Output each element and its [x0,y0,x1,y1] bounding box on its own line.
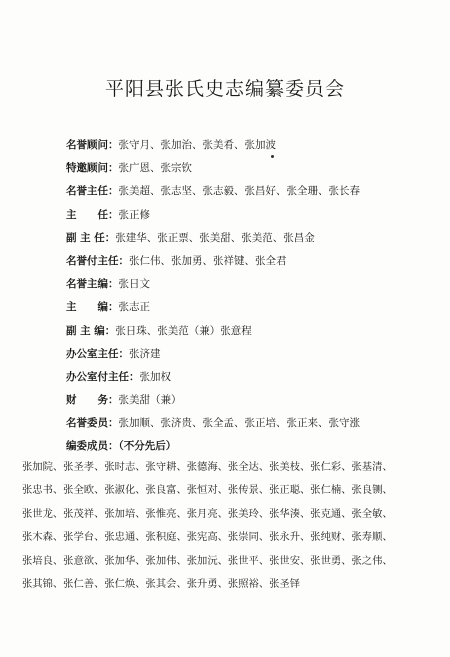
scan-speck [271,155,274,158]
role-row [66,133,436,156]
role-row [66,319,436,342]
role-row [66,342,436,365]
role-names: 张正修 [118,208,150,221]
committee-roles-list [66,133,436,458]
role-row [66,365,436,388]
role-row [66,179,436,202]
role-names: 张守月、张加治、张美肴、张加波 [118,139,276,151]
role-names: 张美甜（兼） [118,394,182,407]
role-names: 张济建 [129,347,161,360]
role-row [66,388,436,411]
member-row: 张木森、张学台、张忠通、张积庭、张宪高、张崇同、张永升、张纯财、张寿顺、 [22,531,393,544]
role-label: 名誉委员： [66,417,119,430]
role-row [66,226,436,249]
role-label: 名誉主编： [66,278,119,291]
role-label: 名誉付主任： [66,254,129,267]
members-heading-row [66,434,436,457]
role-label: 主 任： [66,208,119,221]
role-label: 办公室付主任： [66,370,140,383]
role-label: 副 主 编： [66,324,116,337]
role-names: 张加顺、张济贵、张全孟、张正培、张正来、张守涨 [118,417,360,430]
role-row [66,411,436,434]
role-label: 名誉主任： [66,185,119,198]
role-names: 张志正 [118,301,150,314]
role-row [66,295,436,318]
committee-members-list [22,456,442,596]
role-names: 张日文 [118,278,150,291]
member-row: 张忠书、张全欧、张淑化、张良富、张恒对、张传景、张正聪、张仁楠、张良铡、 [22,484,393,497]
role-names: 张仁伟、张加勇、张祥键、张全君 [129,254,287,267]
role-names: 张美超、张志坚、张志毅、张昌好、张全珊、张长春 [118,185,360,198]
role-names: 张广恩、张宗钦 [118,162,192,175]
role-names: 张建华、张正票、张美甜、张美范、张昌金 [115,231,315,244]
role-label: 特邀顾问： [66,162,119,175]
member-row: 张加院、张圣孝、张时志、张守耕、张德海、张全达、张美枝、张仁彩、张基清、 [22,461,393,473]
member-row: 张其锦、张仁善、张仁焕、张其会、张升勇、张照裕、张圣铎 [22,577,301,590]
role-names: 张日珠、张美范（兼）张意程 [115,324,252,337]
role-label: 主 编： [66,301,119,314]
member-row: 张世龙、张茂祥、张加培、张惟亮、张月亮、张美玲、张华湊、张克通、张全敏、 [22,507,393,520]
document-title: 平阳县张氏史志编纂委员会 [104,78,345,100]
role-names: 张加权 [139,370,171,383]
role-row [66,156,436,179]
role-label: 财 务： [66,394,119,407]
role-row [66,249,436,272]
role-label: 办公室主任： [66,347,129,360]
member-row: 张培良、张意欲、张加华、张加伟、张加沅、张世平、张世安、张世勇、张之伟、 [22,554,393,567]
role-row [66,272,436,295]
role-label: 名誉顾问： [66,139,119,151]
members-heading: 编委成员：（不分先后） [66,440,177,453]
role-row [66,203,436,226]
role-label: 副 主 任： [66,231,116,244]
